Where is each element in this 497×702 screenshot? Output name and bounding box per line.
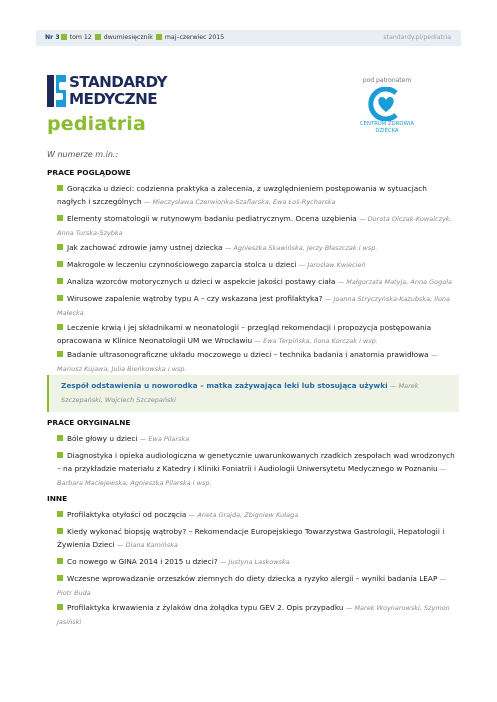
patronage-org: CENTRUM ZDROWIA DZIECKA — [359, 121, 415, 134]
issue-date: maj–czerwiec 2015 — [164, 34, 225, 41]
issue-number: Nr 3 — [45, 34, 60, 41]
bullet-square-icon — [57, 261, 63, 267]
article-title: Profilaktyka otyłości od poczęcia — [67, 510, 187, 519]
article-item[interactable] — [57, 601, 457, 629]
article-authors: — Agnieszka Skawińska, Jerzy Błaszczak i wsp. — [224, 244, 378, 252]
heart-logo-icon — [366, 87, 406, 121]
article-title: Analiza wzorców motorycznych u dzieci w aspekcie jakości postawy ciała — [67, 277, 336, 286]
article-item[interactable] — [57, 212, 457, 240]
article-item[interactable] — [57, 241, 457, 255]
article-authors: — Diana Kamińska — [116, 541, 178, 550]
article-authors: — Małgorzata Matyja, Anna Gogola — [337, 278, 453, 286]
article-title: Bóle głowy u dzieci — [67, 434, 138, 443]
volume: tom 12 — [69, 34, 92, 41]
standardy-medyczne-logo — [47, 73, 207, 109]
logo-word-standardy: STANDARDY — [69, 73, 167, 91]
article-title: Badanie ultrasonograficzne układu moczowego u dzieci – technika badania i anatomia prawidłowa — [67, 350, 429, 359]
article-authors: — Justyna Laskowska — [219, 558, 290, 566]
section-title: PRACE POGLĄDOWE — [47, 168, 131, 177]
article-item[interactable] — [57, 508, 457, 522]
article-item[interactable] — [57, 432, 457, 446]
article-item[interactable] — [57, 292, 457, 320]
article-item[interactable] — [57, 258, 457, 272]
article-authors: — Joanna Stryczyńska-Kazubska, Ilona Małecka — [57, 295, 451, 318]
article-item[interactable] — [57, 348, 457, 376]
article-item[interactable] — [57, 182, 457, 209]
patronage-label: pod patronatem — [362, 77, 412, 84]
article-title: Co nowego w GINA 2014 i 2015 u dzieci? — [67, 557, 218, 566]
logo-word-medyczne: MEDYCZNE — [69, 90, 158, 108]
issue-info-bar — [36, 30, 461, 46]
logo-mark-icon — [47, 75, 66, 107]
article-item[interactable] — [57, 321, 457, 348]
article-item[interactable] — [57, 275, 457, 289]
article-authors: — Dorota Olczak-Kowalczyk, Anna Turska-Szybka — [57, 215, 452, 238]
featured-article-title: Zespół odstawienia u noworodka – matka zażywająca leki lub stosująca używki — [61, 381, 388, 390]
article-authors: — Mariusz Kujawa, Julia Bieńkowska i wsp. — [57, 351, 438, 374]
article-title: Kiedy wykonać biopsję wątroby? – Rekomendacje Europejskiego Towarzystwa Gastrologii, Hepatologii i Żywienia Dzieci — [57, 527, 445, 550]
bullet-square-icon — [57, 528, 63, 534]
bullet-square-icon — [57, 452, 63, 458]
article-title: Elementy stomatologii w rutynowym badaniu pediatrycznym. Ocena uzębienia — [67, 214, 357, 223]
section-title: PRACE ORYGINALNE — [47, 418, 131, 427]
article-title: Diagnostyka i opieka audiologiczna w genetycznie uwarunkowanych rzadkich zespołach wad wrodzonych – na przykładzie materiału z Katedry i Kliniki Foniatrii i Audiologii Uniwersytetu Medycznego w Poznaniu — [57, 451, 455, 474]
bullet-square-icon — [57, 558, 63, 564]
bullet-square-icon — [57, 604, 63, 610]
bullet-square-icon — [156, 34, 162, 40]
article-item[interactable] — [57, 525, 457, 552]
bullet-square-icon — [57, 185, 63, 191]
featured-article-box — [47, 375, 459, 412]
article-authors: — Barbara Maciejewska, Agnieszka Pilarska i wsp. — [57, 465, 447, 488]
article-title: Gorączka u dzieci: codzienna praktyka a zalecenia, z uwzględnieniem postępowania w sytuacjach nagłych i szczególnych — [57, 184, 427, 207]
bullet-square-icon — [57, 511, 63, 517]
section-title: INNE — [47, 494, 68, 503]
article-item[interactable] — [57, 555, 457, 569]
bullet-square-icon — [57, 324, 63, 330]
article-authors: — Jarosław Kwiecień — [298, 261, 366, 269]
website-url: standardy.pl/pediatria — [383, 34, 451, 41]
bullet-square-icon — [57, 295, 63, 301]
bullet-square-icon — [57, 215, 63, 221]
article-title: Leczenie krwią i jej składnikami w neonatologii – przegląd rekomendacji i propozycja postępowania opracowana w Klinice Neonatologii UM we Wrocławiu — [57, 323, 432, 346]
article-title: Wczesne wprowadzanie orzeszków ziemnych do diety dziecka a ryzyko alergii – wyniki badania LEAP — [67, 574, 438, 583]
article-authors: — Marek Woynarowski, Szymon Jasiński — [57, 604, 450, 627]
article-title: Profilaktyka krwawienia z żylaków dna żołądka typu GEV 2. Opis przypadku — [67, 603, 344, 612]
article-title: Makrogole w leczeniu czynnościowego zaparcia stolca u dzieci — [67, 260, 297, 269]
article-authors: — Piotr Buda — [57, 575, 447, 598]
journal-name: pediatria — [47, 113, 147, 135]
article-title: Jak zachować zdrowie jamy ustnej dziecka — [67, 243, 223, 252]
article-item[interactable] — [57, 572, 457, 600]
article-item[interactable] — [57, 449, 457, 490]
bullet-square-icon — [57, 435, 63, 441]
intro-text: W numerze m.in.: — [47, 150, 119, 159]
featured-article[interactable] — [61, 379, 455, 407]
article-authors: — Marek Szczepański, Wojciech Szczepański — [61, 382, 419, 405]
bullet-square-icon — [95, 34, 101, 40]
article-authors: — Ewa Pilarska — [139, 435, 190, 443]
frequency: dwumiesięcznik — [103, 34, 153, 41]
article-authors: — Aneta Grajda, Zbigniew Kułaga — [188, 511, 299, 519]
bullet-square-icon — [57, 244, 63, 250]
bullet-square-icon — [57, 351, 63, 357]
article-title: Wirusowe zapalenie wątroby typu A – czy wskazana jest profilaktyka? — [67, 294, 323, 303]
patronage — [357, 77, 417, 134]
article-authors: — Ewa Terpińska, Ilona Korczak i wsp. — [254, 337, 378, 346]
bullet-square-icon — [57, 278, 63, 284]
bullet-square-icon — [57, 575, 63, 581]
bullet-square-icon — [61, 34, 67, 40]
article-authors: — Mieczysława Czerwionka-Szaflarska, Ewa Łoś-Rycharska — [143, 198, 336, 207]
issue-info — [45, 30, 224, 46]
